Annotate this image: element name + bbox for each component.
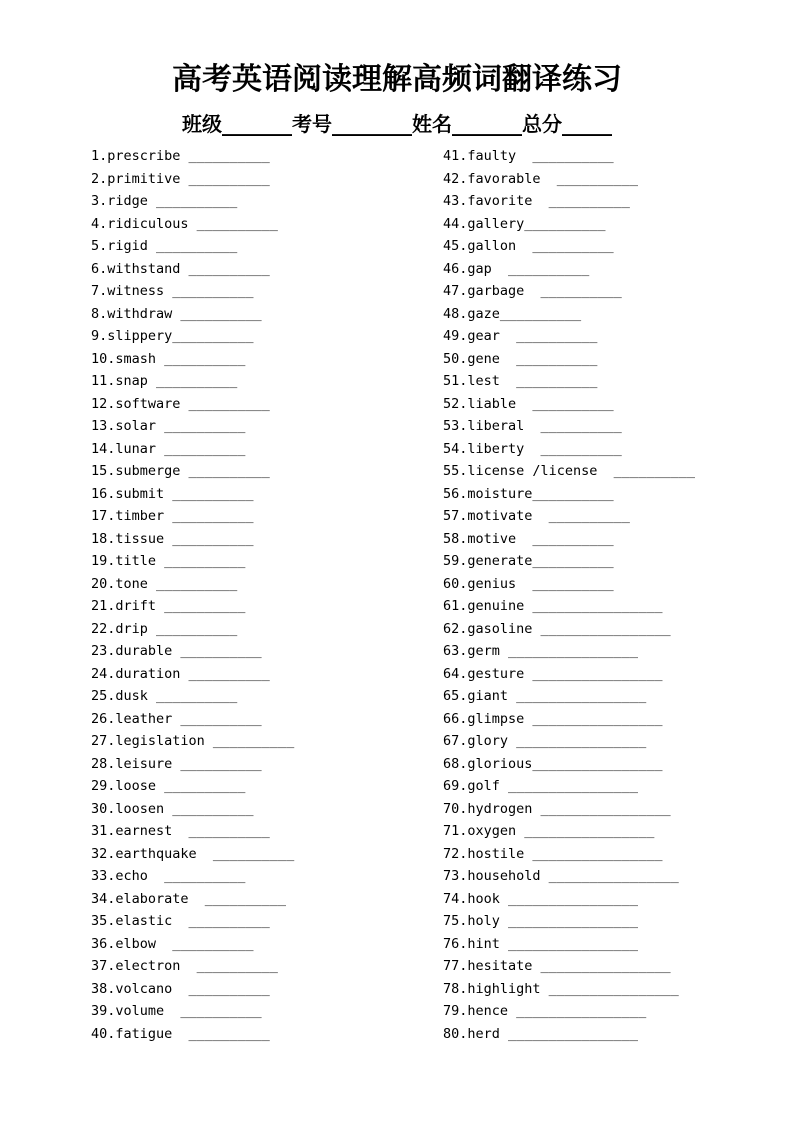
- word-item: 24.duration __________: [91, 665, 270, 682]
- word-item: 62.gasoline ________________: [443, 620, 671, 637]
- word-item: 52.liable __________: [443, 395, 614, 412]
- word-item: 44.gallery__________: [443, 215, 606, 232]
- word-item: 9.slippery__________: [91, 328, 254, 344]
- word-item: 19.title __________: [91, 553, 246, 569]
- word-item: 3.ridge __________: [91, 193, 238, 209]
- word-item: 35.elastic __________: [91, 913, 270, 929]
- word-item: 69.golf ________________: [443, 778, 639, 794]
- student-info-line: 班级_______考号________姓名_______总分_____: [182, 112, 612, 136]
- word-item: 47.garbage __________: [443, 283, 622, 299]
- word-item: 23.durable __________: [91, 643, 262, 659]
- word-item: 68.glorious________________: [443, 755, 663, 772]
- word-item: 27.legislation __________: [91, 733, 295, 749]
- word-column-right: [443, 145, 695, 1045]
- word-item: 20.tone __________: [91, 575, 238, 592]
- word-item: 8.withdraw __________: [91, 305, 262, 322]
- word-item: 40.fatigue __________: [91, 1025, 270, 1042]
- word-item: 66.glimpse ________________: [443, 710, 663, 727]
- word-item: 17.timber __________: [91, 508, 254, 524]
- word-item: 39.volume __________: [91, 1003, 262, 1019]
- word-item: 18.tissue __________: [91, 530, 254, 547]
- word-item: 75.holy ________________: [443, 913, 639, 929]
- word-item: 49.gear __________: [443, 328, 598, 344]
- word-item: 34.elaborate __________: [91, 890, 287, 907]
- word-item: 45.gallon __________: [443, 238, 614, 254]
- word-item: 79.hence ________________: [443, 1003, 647, 1019]
- word-item: 48.gaze__________: [443, 305, 582, 322]
- word-item: 59.generate__________: [443, 553, 614, 569]
- word-item: 13.solar __________: [91, 418, 246, 434]
- word-item: 37.electron __________: [91, 958, 278, 974]
- word-item: 5.rigid __________: [91, 238, 238, 254]
- word-item: 51.lest __________: [443, 373, 598, 389]
- word-item: 1.prescribe __________: [91, 148, 270, 164]
- word-item: 67.glory ________________: [443, 733, 647, 749]
- word-item: 28.leisure __________: [91, 755, 262, 772]
- word-item: 56.moisture__________: [443, 485, 614, 502]
- word-item: 57.motivate __________: [443, 508, 630, 524]
- word-item: 7.witness __________: [91, 283, 254, 299]
- word-item: 71.oxygen ________________: [443, 823, 655, 839]
- word-item: 42.favorable __________: [443, 170, 639, 187]
- word-item: 74.hook ________________: [443, 890, 639, 907]
- word-item: 58.motive __________: [443, 530, 614, 547]
- word-item: 41.faulty __________: [443, 148, 614, 164]
- word-item: 80.herd ________________: [443, 1025, 639, 1042]
- word-column-left: [91, 145, 294, 1045]
- word-item: 12.software __________: [91, 395, 270, 412]
- word-item: 2.primitive __________: [91, 170, 270, 187]
- word-item: 15.submerge __________: [91, 463, 270, 479]
- word-item: 11.snap __________: [91, 373, 238, 389]
- word-item: 73.household ________________: [443, 868, 679, 884]
- word-item: 4.ridiculous __________: [91, 215, 278, 232]
- word-item: 70.hydrogen ________________: [443, 800, 671, 817]
- word-item: 30.loosen __________: [91, 800, 254, 817]
- word-item: 55.license /license __________: [443, 463, 695, 479]
- word-item: 63.germ ________________: [443, 643, 639, 659]
- word-item: 43.favorite __________: [443, 193, 630, 209]
- word-item: 25.dusk __________: [91, 688, 238, 704]
- word-item: 53.liberal __________: [443, 418, 622, 434]
- word-item: 76.hint ________________: [443, 935, 639, 952]
- word-item: 32.earthquake __________: [91, 845, 295, 862]
- word-item: 60.genius __________: [443, 575, 614, 592]
- word-item: 65.giant ________________: [443, 688, 647, 704]
- word-item: 50.gene __________: [443, 350, 598, 367]
- word-item: 61.genuine ________________: [443, 598, 663, 614]
- word-item: 54.liberty __________: [443, 440, 622, 457]
- word-item: 29.loose __________: [91, 778, 246, 794]
- word-list: [0, 145, 794, 1045]
- word-item: 78.highlight ________________: [443, 980, 679, 997]
- word-item: 72.hostile ________________: [443, 845, 663, 862]
- word-item: 6.withstand __________: [91, 260, 270, 277]
- word-item: 21.drift __________: [91, 598, 246, 614]
- word-item: 36.elbow __________: [91, 935, 254, 952]
- word-item: 10.smash __________: [91, 350, 246, 367]
- word-item: 22.drip __________: [91, 620, 238, 637]
- word-item: 64.gesture ________________: [443, 665, 663, 682]
- word-item: 38.volcano __________: [91, 980, 270, 997]
- word-item: 26.leather __________: [91, 710, 262, 727]
- word-item: 77.hesitate ________________: [443, 958, 671, 974]
- word-item: 14.lunar __________: [91, 440, 246, 457]
- page-title: 高考英语阅读理解高频词翻译练习: [172, 62, 622, 97]
- word-item: 31.earnest __________: [91, 823, 270, 839]
- word-item: 46.gap __________: [443, 260, 590, 277]
- word-item: 16.submit __________: [91, 485, 254, 502]
- word-item: 33.echo __________: [91, 868, 246, 884]
